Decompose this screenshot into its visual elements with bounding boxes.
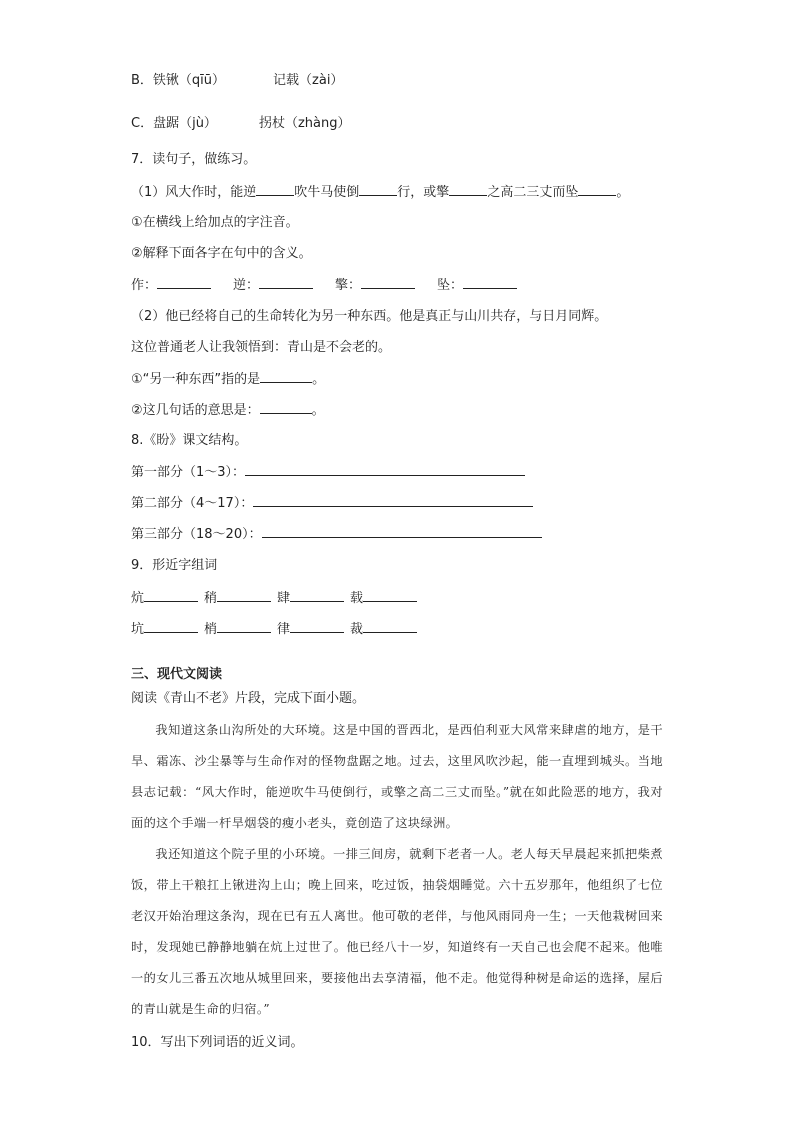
char-zhui: 坠： — [437, 278, 464, 293]
section-heading: 三、现代文阅读 — [131, 667, 223, 682]
q7-s1-part1: （1）风大作时，能逆 — [131, 185, 257, 200]
blank-line[interactable] — [260, 401, 312, 414]
q8-part2-label: 第二部分（4～17）： — [131, 496, 254, 511]
q7-question2-text: ②这几句话的意思是： — [131, 403, 260, 418]
option-c-word2: 拐杖（zhàng） — [258, 116, 351, 131]
blank-line[interactable] — [463, 276, 517, 289]
blank-line[interactable] — [217, 589, 271, 602]
q7-s1-part3: 行，或擎 — [397, 185, 450, 200]
answer-line[interactable] — [262, 525, 542, 538]
blank-line[interactable] — [578, 183, 616, 196]
blank-line[interactable] — [260, 370, 312, 383]
char-zai: 载 — [350, 591, 364, 606]
q7-sentence2b: 这位普通老人让我领悟到：青山是不会老的。 — [131, 340, 392, 355]
char-cai: 裁 — [350, 622, 364, 637]
blank-line[interactable] — [259, 276, 313, 289]
q9-row2 — [131, 620, 417, 639]
blank-line[interactable] — [256, 183, 294, 196]
blank-line[interactable] — [359, 183, 397, 196]
blank-line[interactable] — [217, 620, 271, 633]
option-c-word1: 盘踞（jù） — [153, 116, 217, 131]
char-kang: 炕 — [131, 591, 145, 606]
char-lv: 律 — [277, 622, 291, 637]
blank-line[interactable] — [361, 276, 415, 289]
char-si: 肆 — [277, 591, 291, 606]
blank-line[interactable] — [144, 620, 198, 633]
char-ni: 逆： — [233, 278, 260, 293]
q7-task1: ①在横线上给加点的字注音。 — [131, 215, 299, 230]
q7-title: 7．读句子，做练习。 — [131, 152, 257, 167]
char-shao: 稍 — [204, 591, 218, 606]
option-c-label: C． — [131, 116, 154, 131]
q7-question1 — [131, 370, 325, 389]
q7-s1-part2: 吹牛马使倒 — [294, 185, 360, 200]
q8-part3 — [131, 525, 542, 544]
q7-question1-end: 。 — [312, 372, 326, 387]
q9-title: 9．形近字组词 — [131, 558, 218, 573]
q8-part3-label: 第三部分（18～20）： — [131, 527, 262, 542]
option-b-label: B． — [131, 73, 153, 88]
char-shao2: 梢 — [204, 622, 218, 637]
q7-question2-end: 。 — [311, 403, 325, 418]
q7-s1-part5: 。 — [616, 185, 630, 200]
char-keng: 坑 — [131, 622, 145, 637]
q9-row1 — [131, 589, 417, 608]
blank-line[interactable] — [290, 620, 344, 633]
q7-chars-row — [131, 276, 517, 295]
char-zuo: 作： — [131, 278, 158, 293]
q7-s1-part4: 之高二三丈而坠 — [487, 185, 579, 200]
option-b-word2: 记载（zài） — [273, 73, 344, 88]
option-b-word1: 铁锹（qīū） — [152, 73, 226, 88]
q7-question2 — [131, 401, 325, 420]
blank-line[interactable] — [363, 620, 417, 633]
option-b — [131, 72, 343, 90]
q7-sentence2: （2）他已经将自己的生命转化为另一种东西。他是真正与山川共存，与日月同辉。 — [131, 309, 608, 324]
q10-title: 10．写出下列词语的近义词。 — [131, 1035, 304, 1050]
blank-line[interactable] — [363, 589, 417, 602]
q8-part1-label: 第一部分（1～3）： — [131, 465, 246, 480]
char-qing: 擎： — [335, 278, 362, 293]
option-c — [131, 115, 350, 133]
q8-part2 — [131, 494, 533, 513]
passage-paragraph-2: 我还知道这个院子里的小环境。一排三间房，就剩下老者一人。老人每天早晨起来抓把柴煮饭，带上干粮扛上锹进沟上山；晚上回来，吃过饭，抽袋烟睡觉。六十五岁那年，他组织了七位老汉开始治理这条沟，现在已有五人离世。他可敬的老伴，与他风雨同舟一生；一天他栽树回来时，发现她已静静地躺在炕上过世了。他已经八十一岁，知道终有一天自己也会爬不起来。他唯一的女儿三番五次地从城里回来，要接他出去享清福，他不走。他觉得种树是命运的选择，屋后的青山就是生命的归宿。” — [131, 847, 663, 1016]
q7-sentence1 — [131, 183, 629, 202]
blank-line[interactable] — [157, 276, 211, 289]
q8-part1 — [131, 463, 525, 482]
section-intro: 阅读《青山不老》片段，完成下面小题。 — [131, 691, 366, 706]
answer-line[interactable] — [245, 463, 525, 476]
q8-title: 8.《盼》课文结构。 — [131, 433, 248, 448]
passage-paragraph-1: 我知道这条山沟所处的大环境。这是中国的晋西北，是西伯利亚大风常来肆虐的地方，是干旱、霜冻、沙尘暴等与生命作对的怪物盘踞之地。过去，这里风吹沙起，能一直埋到城头。当地县志记载：“风大作时，能逆吹牛马使倒行，或擎之高二三丈而坠。”就在如此险恶的地方，我对面的这个手端一杆旱烟袋的瘦小老头，竟创造了这块绿洲。 — [131, 723, 663, 830]
q7-task2: ②解释下面各字在句中的含义。 — [131, 246, 312, 261]
blank-line[interactable] — [290, 589, 344, 602]
blank-line[interactable] — [449, 183, 487, 196]
q7-question1-text: ①“另一种东西”指的是 — [131, 372, 261, 387]
answer-line[interactable] — [253, 494, 533, 507]
blank-line[interactable] — [144, 589, 198, 602]
